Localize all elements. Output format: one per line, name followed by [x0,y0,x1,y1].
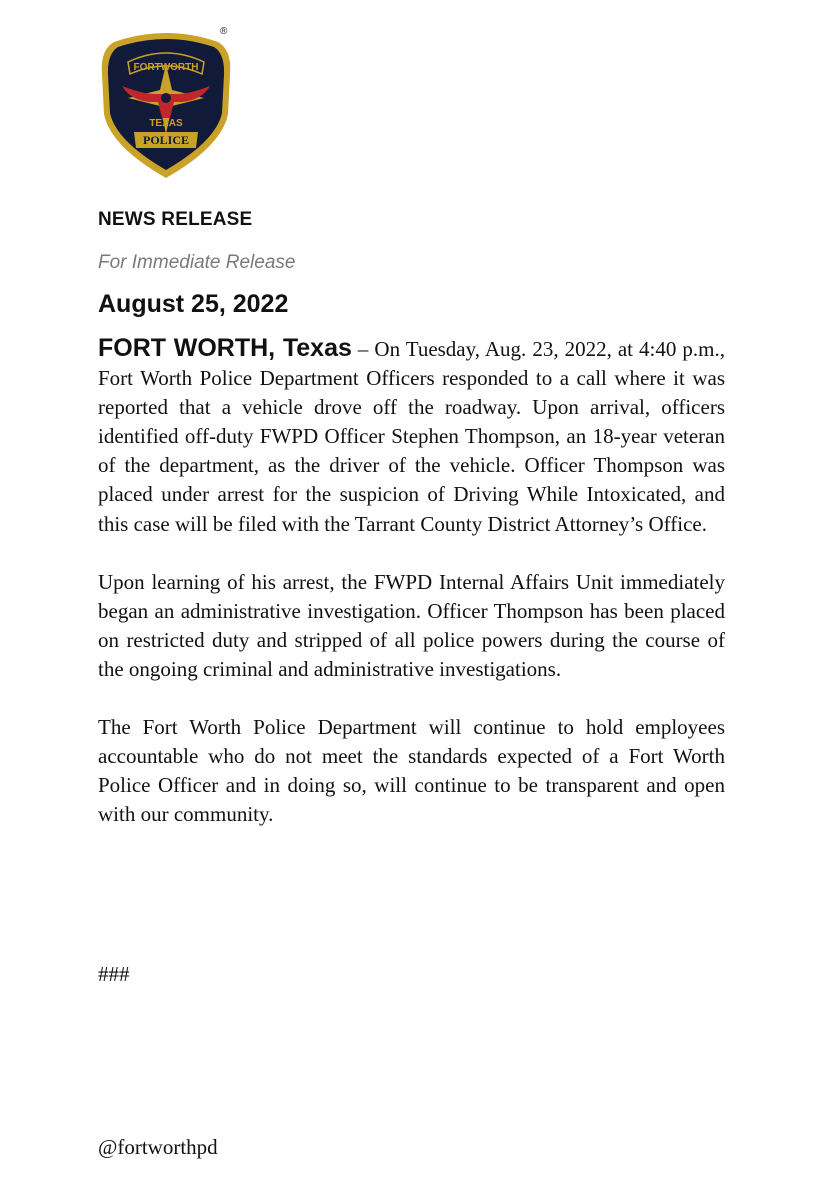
registered-mark: ® [220,26,228,37]
paragraph-2: Upon learning of his arrest, the FWPD Internal Affairs Unit immediately began an administrative investigation. Officer Thompson has been placed on restricted duty and stripped of all police powers during the course of the ongoing criminal and administrative investigations. [98,569,725,681]
twitter-handle: @fortworthpd [98,1135,218,1159]
paragraph-3: The Fort Worth Police Department will continue to hold employees accountable who do not meet the standards expected of a Fort Worth Police Officer and in doing so, will continue to be transparent and open with our community. [98,715,725,827]
badge-text-mid: TEXAS [149,118,183,129]
paragraph-1-text: – On Tuesday, Aug. 23, 2022, at 4:40 p.m., Fort Worth Police Department Officers responded to a call where it was reported that a vehicle drove off the roadway. Upon arrival, officers identified off-duty FWPD Officer Stephen Thompson, an 18-year veteran of the department, as the driver of the vehicle. Officer Thompson was placed under arrest for the suspicion of Driving While Intoxicated, and this case will be filed with the Tarrant County District Attorney’s Office. [98,337,725,536]
dateline: FORT WORTH, Texas [98,334,352,362]
immediate-release-sublabel: For Immediate Release [98,252,296,273]
badge-text-top: FORTWORTH [133,62,199,73]
paragraph-1 [98,334,725,539]
release-body [98,334,725,858]
fort-worth-police-badge-icon [98,28,234,180]
badge-text-bottom: POLICE [142,133,190,147]
end-mark: ### [98,962,130,986]
release-date: August 25, 2022 [98,290,289,318]
news-release-label: NEWS RELEASE [98,209,253,230]
